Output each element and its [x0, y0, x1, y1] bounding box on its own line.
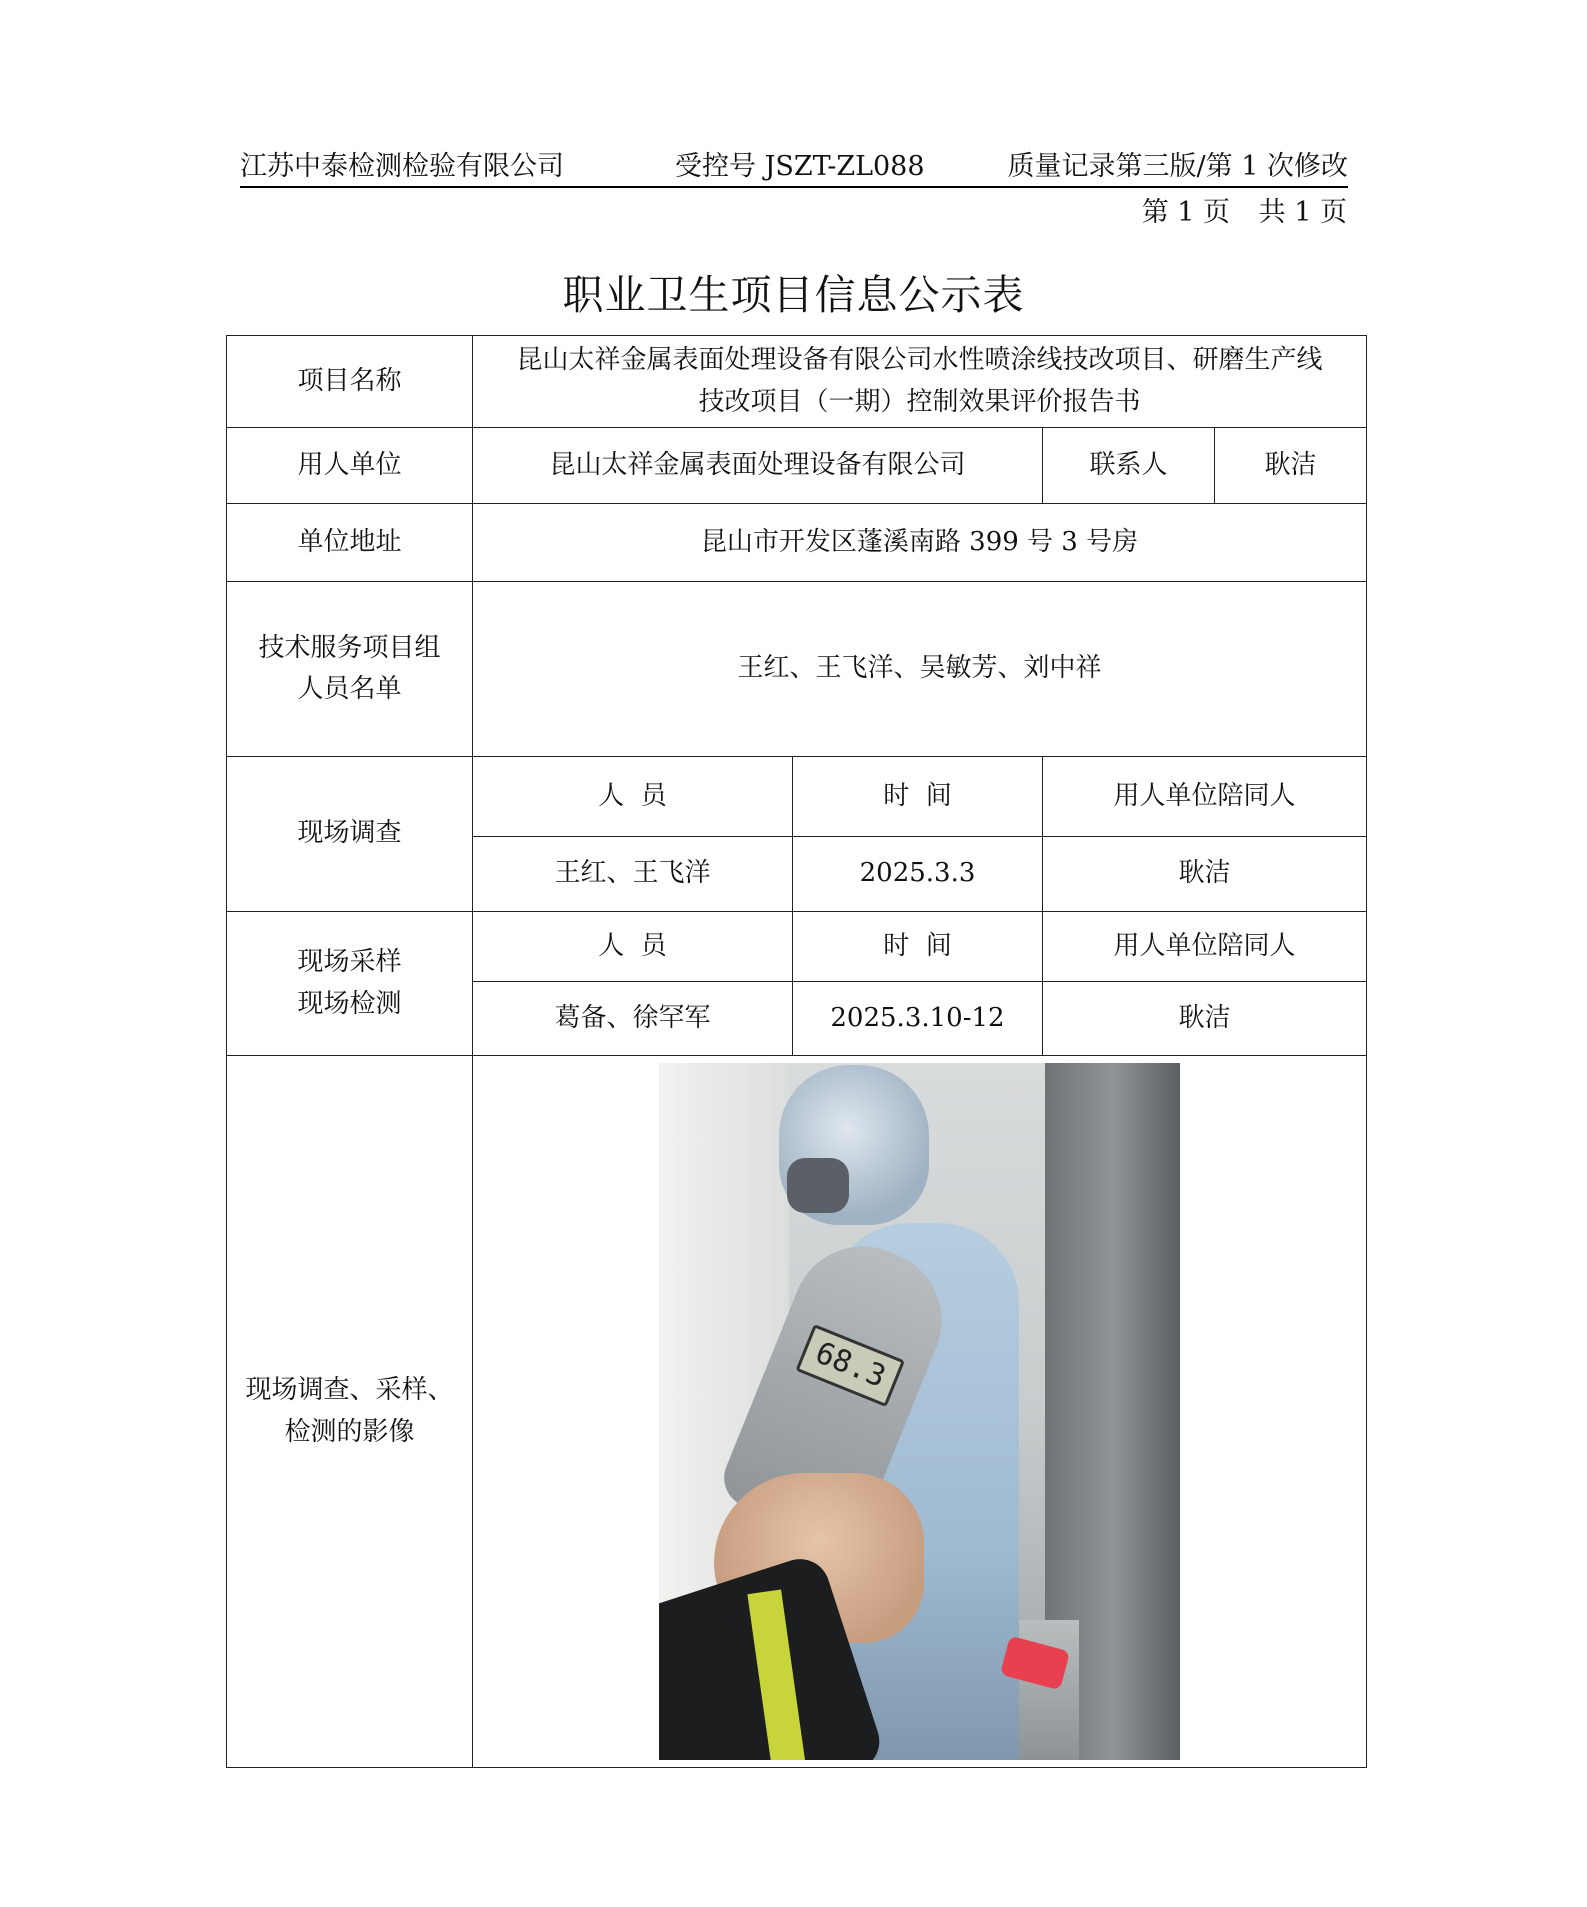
team-value: 王红、王飞洋、吴敏芳、刘中祥: [473, 582, 1367, 757]
document-header: [240, 140, 1348, 188]
project-name-value: [473, 336, 1367, 428]
address-label: 单位地址: [227, 504, 473, 582]
survey-col-companion: 用人单位陪同人: [1043, 757, 1367, 837]
team-label: [227, 582, 473, 757]
site-inspection-photo: [659, 1063, 1180, 1760]
image-label-line2: 检测的影像: [284, 1416, 415, 1447]
sampling-col-time: 时 间: [793, 912, 1043, 982]
sampling-label-line2: 现场检测: [297, 988, 402, 1019]
team-label-line2: 人员名单: [297, 674, 402, 705]
contact-label: 联系人: [1043, 428, 1215, 504]
page-current: 第 1 页: [1141, 197, 1231, 228]
page-title: 职业卫生项目信息公示表: [562, 271, 1025, 319]
record-version: 质量记录第三版/第 1 次修改: [1007, 151, 1348, 182]
survey-label: 现场调查: [227, 757, 473, 912]
photo-respirator: [787, 1158, 849, 1213]
sampling-time: 2025.3.10-12: [793, 982, 1043, 1056]
survey-col-personnel: 人 员: [473, 757, 793, 837]
row-project-name: [227, 336, 1367, 428]
row-employer: [227, 428, 1367, 504]
row-address: [227, 504, 1367, 582]
project-name-label: 项目名称: [227, 336, 473, 428]
photo-sleeve-stripe: [747, 1590, 810, 1761]
image-label-line1: 现场调查、采样、: [245, 1375, 454, 1406]
employer-label: 用人单位: [227, 428, 473, 504]
sampling-companion: 耿洁: [1043, 982, 1367, 1056]
survey-personnel: 王红、王飞洋: [473, 837, 793, 912]
survey-companion: 耿洁: [1043, 837, 1367, 912]
team-label-line1: 技术服务项目组: [258, 632, 441, 663]
sampling-label: [227, 912, 473, 1056]
sampling-col-personnel: 人 员: [473, 912, 793, 982]
meter-display: 68.3: [795, 1324, 905, 1407]
page-total: 共 1 页: [1258, 197, 1347, 228]
project-name-line2: 技改项目（一期）控制效果评价报告书: [698, 386, 1141, 417]
row-survey-header: [227, 757, 1367, 837]
address-value: 昆山市开发区蓬溪南路 399 号 3 号房: [473, 504, 1367, 582]
row-sampling-header: [227, 912, 1367, 982]
contact-value: 耿洁: [1215, 428, 1367, 504]
row-images: [227, 1056, 1367, 1768]
survey-time: 2025.3.3: [793, 837, 1043, 912]
sampling-personnel: 葛备、徐罕军: [473, 982, 793, 1056]
project-name-line1: 昆山太祥金属表面处理设备有限公司水性喷涂线技改项目、研磨生产线: [516, 345, 1323, 375]
employer-value: 昆山太祥金属表面处理设备有限公司: [473, 428, 1043, 504]
image-cell: [473, 1056, 1367, 1768]
control-number: 受控号 JSZT-ZL088: [675, 151, 925, 182]
company-name: 江苏中泰检测检验有限公司: [240, 151, 564, 182]
page-info: [1122, 190, 1347, 229]
sampling-col-companion: 用人单位陪同人: [1043, 912, 1367, 982]
row-team: [227, 582, 1367, 757]
survey-col-time: 时 间: [793, 757, 1043, 837]
info-table: [226, 335, 1367, 1768]
image-label: [227, 1056, 473, 1768]
sampling-label-line1: 现场采样: [297, 947, 402, 978]
